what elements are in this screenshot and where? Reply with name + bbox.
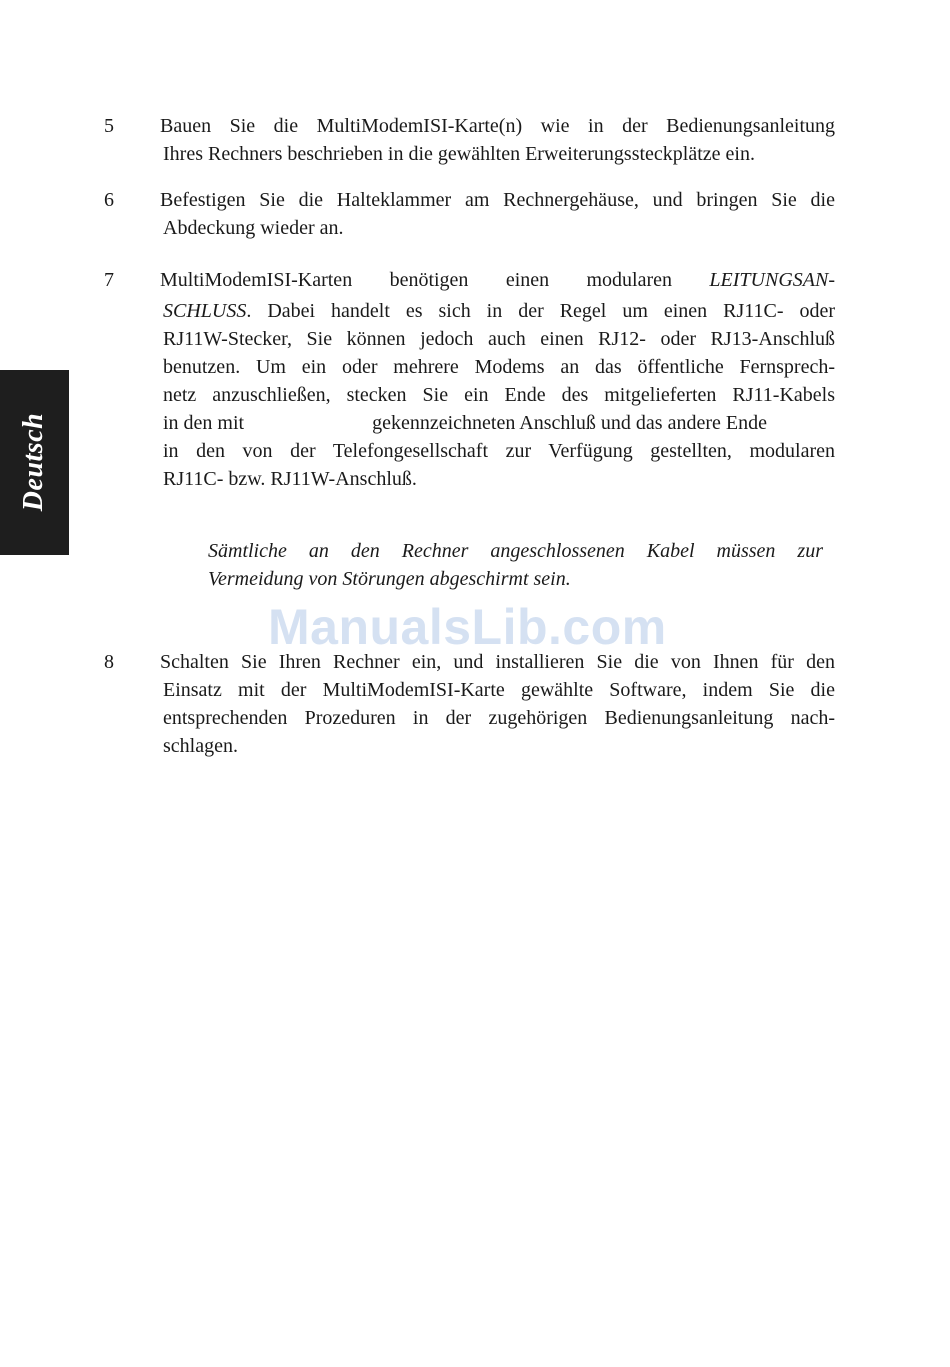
text-line: RJ11C- bzw. RJ11W-Anschluß. [163,468,417,490]
text-line: Einsatz mit der MultiModemISI-Karte gewählte Software, indem Sie die [163,679,835,701]
emphasized-term: LEITUNGSAN- [709,269,835,291]
text-segment: . Dabei handelt es sich in der Regel um einen RJ11C- oder [246,300,835,322]
text-line [160,409,835,437]
text-line [160,266,835,294]
emphasized-term: SCHLUSS [163,300,247,322]
text-line: Abdeckung wieder an. [163,217,344,239]
text-segment: gekennzeichneten Anschluß und das andere Ende [372,412,767,434]
step-text [160,186,835,242]
text-line: Schalten Sie Ihren Rechner ein, und installieren Sie die von Ihnen für den [160,651,835,673]
text-line: Befestigen Sie die Halteklammer am Rechnergehäuse, und bringen Sie die [160,189,835,211]
text-line [160,297,835,325]
language-side-tab [0,370,69,555]
text-line: in den von der Telefongesellschaft zur Verfügung gestellten, modularen [163,440,835,462]
note-line: Vermeidung von Störungen abgeschirmt sein. [208,568,571,590]
text-line: entsprechenden Prozeduren in der zugehörigen Bedienungsanleitung nach- [163,707,835,729]
text-line: benutzen. Um ein oder mehrere Modems an das öffentliche Fernsprech- [163,356,835,378]
italic-note [208,537,823,593]
text-line: schlagen. [163,735,238,757]
side-tab-label: Deutsch [18,412,49,512]
text-line: Bauen Sie die MultiModemISI-Karte(n) wie in der Bedienungsanleitung [160,115,835,137]
text-line: netz anzuschließen, stecken Sie ein Ende des mitgelieferten RJ11-Kabels [163,384,835,406]
text-line: RJ11W-Stecker, Sie können jedoch auch einen RJ12- oder RJ13-Anschluß [163,328,835,350]
text-line: Ihres Rechners beschrieben in die gewählten Erweiterungssteckplätze ein. [163,143,755,165]
text-segment: in den mit [163,412,245,434]
step-number: 6 [104,189,114,211]
step-number: 7 [104,269,114,291]
step-text [160,648,835,760]
watermark: ManualsLib.com [268,599,667,655]
step-number: 8 [104,651,114,673]
text-segment: MultiModemISI-Karten benötigen einen modularen [160,269,673,291]
note-line: Sämtliche an den Rechner angeschlossenen Kabel müssen zur [208,540,823,562]
step-text [160,266,835,493]
step-number: 5 [104,115,114,137]
step-text [160,112,835,168]
